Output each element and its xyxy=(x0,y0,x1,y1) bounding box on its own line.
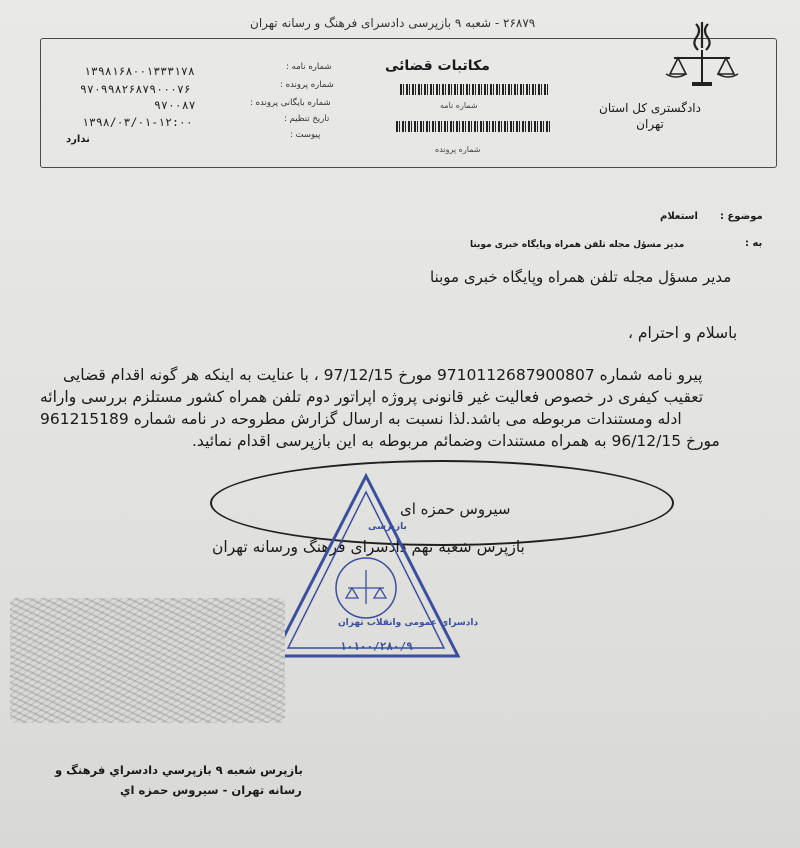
barcode2-label: شماره پرونده xyxy=(435,145,481,154)
case-number-barcode xyxy=(396,121,550,132)
to-label: به : xyxy=(745,238,763,249)
footer-line-2: رسانه تهران - سيروس حمزه اي xyxy=(120,783,302,797)
field-value-case-no: ۹۷۰۹۹۸۲۶۸۷۹۰۰۰۷۶ xyxy=(80,82,191,96)
judiciary-emblem-icon xyxy=(662,18,742,90)
signer-title: بازپرس شعبه نهم دادسرای فرهنگ ورسانه تهران xyxy=(212,538,525,556)
field-value-attachment: ندارد xyxy=(66,134,90,145)
field-label-letter-no: شماره نامه : xyxy=(286,62,332,72)
footer-line-1: بازپرس شعبه ۹ بازپرسي دادسراي فرهنگ و xyxy=(55,763,303,777)
official-stamp xyxy=(268,470,464,662)
recipient-line: مدیر مسؤل مجله تلفن همراه وپایگاه خبری موبنا xyxy=(430,268,732,286)
field-value-archive-no: ۹۷۰۰۸۷ xyxy=(154,98,196,112)
court-name xyxy=(580,100,720,132)
document-type-title: مکاتبات قضائی xyxy=(385,58,490,74)
court-name-line2: تهران xyxy=(636,117,664,131)
stamp-text-1: بازپرسی xyxy=(368,522,407,532)
letter-number-barcode xyxy=(400,84,550,95)
court-name-line1: دادگستری کل استان xyxy=(599,101,701,115)
signer-name: سیروس حمزه ای xyxy=(400,500,511,518)
field-value-letter-no: ۱۳۹۸۱۶۸۰۰۱۳۳۳۱۷۸ xyxy=(84,64,195,78)
barcode1-label: شماره نامه xyxy=(440,101,478,110)
body-line-1: پیرو نامه شماره 9710112687900807 مورخ 97/12/15 ، با عنایت به اینکه هر گونه اقدام قضایی xyxy=(63,366,703,384)
field-label-date: تاریخ تنظیم : xyxy=(284,114,330,124)
field-value-date: ۱۳۹۸/۰۳/۰۱-۱۲:۰۰ xyxy=(82,115,193,129)
field-label-case-no: شماره پرونده : xyxy=(280,80,334,90)
subject-label: موضوع : xyxy=(720,211,763,222)
subject-value: استعلام xyxy=(660,211,698,222)
scribbled-handwriting xyxy=(10,598,285,723)
body-line-2: تعقیب کیفری در خصوص فعالیت غیر قانونی پروژه اپراتور دوم تلفن همراه کشور مستلزم بررسی وارائه xyxy=(40,388,704,406)
field-label-attachment: پیوست : xyxy=(290,130,321,140)
header-top-line: ۲۶۸۷۹ - شعبه ۹ بازپرسی دادسرای فرهنگ و رسانه تهران xyxy=(250,16,536,30)
stamp-text-2: دادسرای عمومی وانقلاب تهران xyxy=(338,618,479,628)
to-value: مدیر مسؤل مجله تلفن همراه وپایگاه خبری موبنا xyxy=(470,240,685,250)
field-label-archive-no: شماره بایگانی پرونده : xyxy=(250,98,331,108)
body-greeting: باسلام و احترام ، xyxy=(628,324,738,342)
stamp-number: ۱۰۱۰۰/۲۸۰/۹ xyxy=(340,640,413,653)
body-line-3: ادله ومستندات مربوطه می باشد.لذا نسبت به ارسال گزارش مطروحه در نامه شماره 961215189 xyxy=(40,410,682,428)
body-line-4: مورخ 96/12/15 به همراه مستندات وضمائم مربوطه به این بازپرسی اقدام نمائید. xyxy=(192,432,720,450)
